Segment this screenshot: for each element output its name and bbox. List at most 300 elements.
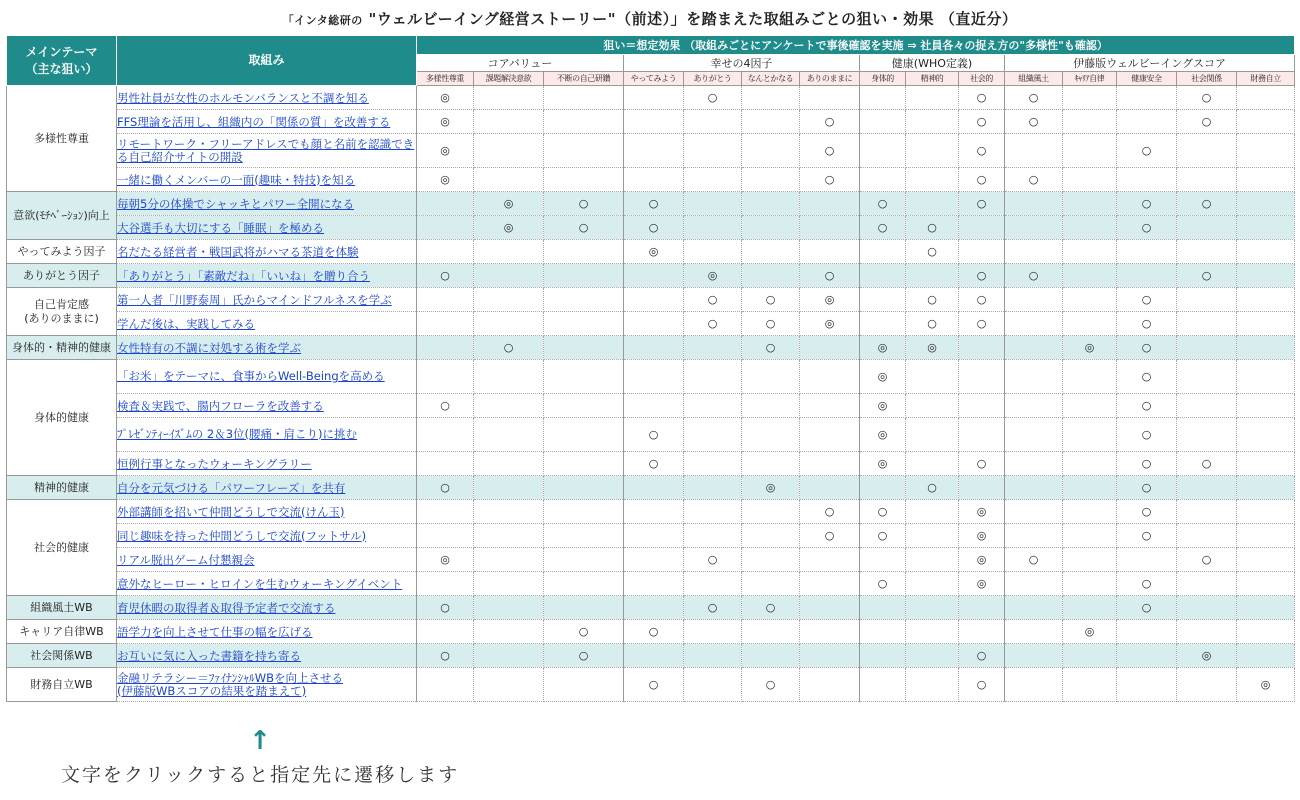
empty-mark bbox=[1005, 418, 1063, 452]
empty-mark bbox=[1237, 134, 1295, 168]
empty-mark bbox=[1237, 216, 1295, 240]
initiative-link[interactable]: 意外なヒーロー・ヒロインを生むウォーキングイベント bbox=[117, 576, 403, 591]
empty-mark bbox=[860, 288, 906, 312]
empty-mark bbox=[1063, 168, 1117, 192]
initiative-cell bbox=[117, 644, 417, 668]
theme-cell: 社会的健康 bbox=[7, 500, 117, 596]
double-circle-mark: ◎ bbox=[860, 418, 906, 452]
table-row bbox=[7, 572, 1295, 596]
circle-mark: ○ bbox=[906, 312, 959, 336]
empty-mark bbox=[1177, 216, 1237, 240]
empty-mark bbox=[1117, 110, 1177, 134]
empty-mark bbox=[624, 336, 684, 360]
empty-mark bbox=[906, 192, 959, 216]
circle-mark: ○ bbox=[1117, 418, 1177, 452]
table-row bbox=[7, 264, 1295, 288]
empty-mark bbox=[474, 620, 544, 644]
double-circle-mark: ◎ bbox=[684, 264, 742, 288]
empty-mark bbox=[624, 312, 684, 336]
empty-mark bbox=[417, 336, 474, 360]
empty-mark bbox=[684, 110, 742, 134]
column-header: 組織風土 bbox=[1005, 72, 1063, 86]
initiative-cell bbox=[117, 476, 417, 500]
initiative-link[interactable]: 一緒に働くメンバーの一面(趣味・特技)を知る bbox=[117, 172, 356, 187]
initiative-cell bbox=[117, 572, 417, 596]
empty-mark bbox=[1063, 476, 1117, 500]
circle-mark: ○ bbox=[417, 596, 474, 620]
empty-mark bbox=[742, 216, 800, 240]
double-circle-mark: ◎ bbox=[959, 548, 1005, 572]
empty-mark bbox=[1237, 500, 1295, 524]
circle-mark: ○ bbox=[544, 644, 624, 668]
empty-mark bbox=[544, 134, 624, 168]
empty-mark bbox=[742, 264, 800, 288]
empty-mark bbox=[906, 572, 959, 596]
empty-mark bbox=[906, 644, 959, 668]
circle-mark: ○ bbox=[1177, 264, 1237, 288]
initiative-link[interactable]: 第一人者「川野泰周」氏からマインドフルネスを学ぶ bbox=[117, 292, 392, 307]
empty-mark bbox=[1177, 360, 1237, 394]
circle-mark: ○ bbox=[1117, 572, 1177, 596]
empty-mark bbox=[624, 360, 684, 394]
empty-mark bbox=[1063, 452, 1117, 476]
empty-mark bbox=[800, 644, 860, 668]
empty-mark bbox=[1117, 620, 1177, 644]
empty-mark bbox=[417, 216, 474, 240]
empty-mark bbox=[1177, 572, 1237, 596]
circle-mark: ○ bbox=[800, 110, 860, 134]
circle-mark: ○ bbox=[860, 192, 906, 216]
double-circle-mark: ◎ bbox=[474, 192, 544, 216]
empty-mark bbox=[959, 360, 1005, 394]
circle-mark: ○ bbox=[624, 452, 684, 476]
initiative-link[interactable]: 育児休暇の取得者＆取得予定者で交流する bbox=[117, 600, 336, 615]
circle-mark: ○ bbox=[1005, 168, 1063, 192]
empty-mark bbox=[906, 264, 959, 288]
table-row bbox=[7, 548, 1295, 572]
circle-mark: ○ bbox=[959, 86, 1005, 110]
initiative-cell bbox=[117, 110, 417, 134]
empty-mark bbox=[684, 240, 742, 264]
initiative-link[interactable]: お互いに気に入った書籍を持ち寄る bbox=[117, 648, 301, 663]
double-circle-mark: ◎ bbox=[474, 216, 544, 240]
empty-mark bbox=[1063, 524, 1117, 548]
empty-mark bbox=[1063, 264, 1117, 288]
empty-mark bbox=[544, 360, 624, 394]
circle-mark: ○ bbox=[417, 264, 474, 288]
empty-mark bbox=[1177, 524, 1237, 548]
empty-mark bbox=[1063, 644, 1117, 668]
circle-mark: ○ bbox=[800, 168, 860, 192]
circle-mark: ○ bbox=[959, 452, 1005, 476]
empty-mark bbox=[474, 312, 544, 336]
empty-mark bbox=[1063, 134, 1117, 168]
empty-mark bbox=[1117, 168, 1177, 192]
empty-mark bbox=[684, 360, 742, 394]
initiative-link[interactable]: 自分を元気づける「パワーフレーズ」を共有 bbox=[117, 480, 346, 495]
empty-mark bbox=[742, 134, 800, 168]
initiative-link[interactable]: 「お米」をテーマに、食事からWell-Beingを高める bbox=[117, 369, 385, 383]
empty-mark bbox=[544, 288, 624, 312]
empty-mark bbox=[474, 86, 544, 110]
empty-mark bbox=[474, 572, 544, 596]
empty-mark bbox=[1063, 110, 1117, 134]
empty-mark bbox=[860, 312, 906, 336]
empty-mark bbox=[474, 168, 544, 192]
column-header: やってみよう bbox=[624, 72, 684, 86]
initiative-link[interactable]: ﾌﾟﾚｾﾞﾝﾃｨｰｲｽﾞﾑの 2＆3位(腰痛・肩こり)に挑む bbox=[117, 427, 358, 441]
empty-mark bbox=[1237, 548, 1295, 572]
circle-mark: ○ bbox=[906, 240, 959, 264]
double-circle-mark: ◎ bbox=[417, 134, 474, 168]
empty-mark bbox=[1005, 524, 1063, 548]
empty-mark bbox=[1237, 644, 1295, 668]
initiative-cell bbox=[117, 134, 417, 168]
empty-mark bbox=[1117, 644, 1177, 668]
initiative-cell bbox=[117, 192, 417, 216]
theme-cell: 多様性尊重 bbox=[7, 86, 117, 192]
empty-mark bbox=[860, 168, 906, 192]
empty-mark bbox=[684, 524, 742, 548]
double-circle-mark: ◎ bbox=[860, 394, 906, 418]
initiative-link[interactable]: 検査＆実践で、腸内フローラを改善する bbox=[117, 398, 324, 413]
circle-mark: ○ bbox=[624, 192, 684, 216]
empty-mark bbox=[906, 500, 959, 524]
empty-mark bbox=[544, 110, 624, 134]
empty-mark bbox=[474, 644, 544, 668]
initiative-link[interactable]: 毎朝5分の体操でシャッキとパワー全開になる bbox=[117, 196, 355, 211]
empty-mark bbox=[1063, 548, 1117, 572]
empty-mark bbox=[1177, 418, 1237, 452]
empty-mark bbox=[800, 240, 860, 264]
circle-mark: ○ bbox=[1117, 336, 1177, 360]
header-main-theme-label: メインテーマ bbox=[25, 44, 98, 59]
empty-mark bbox=[742, 86, 800, 110]
table-row bbox=[7, 312, 1295, 336]
initiative-cell bbox=[117, 596, 417, 620]
empty-mark bbox=[800, 418, 860, 452]
table-row bbox=[7, 596, 1295, 620]
header-main-theme-sub: （主な狙い） bbox=[25, 61, 98, 76]
empty-mark bbox=[1237, 86, 1295, 110]
empty-mark bbox=[1177, 134, 1237, 168]
circle-mark: ○ bbox=[742, 596, 800, 620]
table-row bbox=[7, 500, 1295, 524]
empty-mark bbox=[959, 216, 1005, 240]
empty-mark bbox=[1005, 476, 1063, 500]
empty-mark bbox=[959, 620, 1005, 644]
empty-mark bbox=[742, 192, 800, 216]
empty-mark bbox=[800, 452, 860, 476]
empty-mark bbox=[684, 216, 742, 240]
circle-mark: ○ bbox=[742, 336, 800, 360]
empty-mark bbox=[1177, 312, 1237, 336]
empty-mark bbox=[544, 452, 624, 476]
empty-mark bbox=[624, 288, 684, 312]
circle-mark: ○ bbox=[684, 312, 742, 336]
circle-mark: ○ bbox=[800, 524, 860, 548]
circle-mark: ○ bbox=[800, 134, 860, 168]
column-header: 身体的 bbox=[860, 72, 906, 86]
empty-mark bbox=[474, 524, 544, 548]
table-row bbox=[7, 418, 1295, 452]
empty-mark bbox=[860, 596, 906, 620]
theme-cell: 意欲(ﾓﾁﾍﾞｰｼｮﾝ)向上 bbox=[7, 192, 117, 240]
circle-mark: ○ bbox=[906, 288, 959, 312]
circle-mark: ○ bbox=[1177, 548, 1237, 572]
circle-mark: ○ bbox=[684, 596, 742, 620]
empty-mark bbox=[906, 596, 959, 620]
empty-mark bbox=[684, 192, 742, 216]
column-header: ありのままに bbox=[800, 72, 860, 86]
double-circle-mark: ◎ bbox=[860, 452, 906, 476]
empty-mark bbox=[417, 620, 474, 644]
empty-mark bbox=[800, 216, 860, 240]
empty-mark bbox=[959, 336, 1005, 360]
empty-mark bbox=[1177, 476, 1237, 500]
circle-mark: ○ bbox=[544, 192, 624, 216]
initiative-link[interactable]: 同じ趣味を持った仲間どうしで交流(フットサル) bbox=[117, 528, 367, 543]
group-health-who: 健康(WHO定義) bbox=[860, 55, 1005, 72]
initiative-link[interactable]: 女性特有の不調に対処する術を学ぶ bbox=[117, 340, 301, 355]
initiative-cell bbox=[117, 620, 417, 644]
empty-mark bbox=[906, 168, 959, 192]
empty-mark bbox=[474, 500, 544, 524]
empty-mark bbox=[544, 524, 624, 548]
empty-mark bbox=[1237, 418, 1295, 452]
circle-mark: ○ bbox=[742, 668, 800, 702]
empty-mark bbox=[1177, 668, 1237, 702]
up-arrow-icon: ↑ bbox=[249, 726, 271, 756]
empty-mark bbox=[800, 86, 860, 110]
empty-mark bbox=[1237, 572, 1295, 596]
initiative-link[interactable]: リモートワーク・フリーアドレスでも顔と名前を認識できる自己紹介サイトの開設 bbox=[117, 136, 415, 164]
initiative-cell bbox=[117, 524, 417, 548]
initiative-cell bbox=[117, 418, 417, 452]
theme-cell: ありがとう因子 bbox=[7, 264, 117, 288]
initiative-link[interactable]: 金融リテラシー＝ﾌｧｲﾅﾝｼｬﾙWBを向上させる (伊藤版WBスコアの結果を踏まえて) bbox=[117, 670, 344, 698]
empty-mark bbox=[684, 394, 742, 418]
empty-mark bbox=[1005, 452, 1063, 476]
empty-mark bbox=[860, 548, 906, 572]
empty-mark bbox=[1063, 596, 1117, 620]
empty-mark bbox=[474, 288, 544, 312]
circle-mark: ○ bbox=[544, 620, 624, 644]
empty-mark bbox=[1177, 500, 1237, 524]
column-header: 多様性尊重 bbox=[417, 72, 474, 86]
theme-cell: 社会関係WB bbox=[7, 644, 117, 668]
empty-mark bbox=[959, 240, 1005, 264]
table-row bbox=[7, 452, 1295, 476]
empty-mark bbox=[906, 548, 959, 572]
empty-mark bbox=[624, 110, 684, 134]
empty-mark bbox=[1063, 288, 1117, 312]
double-circle-mark: ◎ bbox=[860, 336, 906, 360]
circle-mark: ○ bbox=[1117, 452, 1177, 476]
empty-mark bbox=[474, 134, 544, 168]
empty-mark bbox=[417, 668, 474, 702]
empty-mark bbox=[860, 240, 906, 264]
double-circle-mark: ◎ bbox=[1063, 620, 1117, 644]
double-circle-mark: ◎ bbox=[624, 240, 684, 264]
circle-mark: ○ bbox=[624, 216, 684, 240]
table-row bbox=[7, 240, 1295, 264]
theme-cell: 精神的健康 bbox=[7, 476, 117, 500]
empty-mark bbox=[417, 288, 474, 312]
empty-mark bbox=[800, 572, 860, 596]
table-row bbox=[7, 620, 1295, 644]
theme-cell: キャリア自律WB bbox=[7, 620, 117, 644]
double-circle-mark: ◎ bbox=[959, 500, 1005, 524]
empty-mark bbox=[624, 134, 684, 168]
initiative-link[interactable]: 名だたる経営者・戦国武将がハマる茶道を体験 bbox=[117, 244, 359, 259]
double-circle-mark: ◎ bbox=[417, 168, 474, 192]
empty-mark bbox=[1117, 264, 1177, 288]
empty-mark bbox=[1237, 110, 1295, 134]
empty-mark bbox=[417, 192, 474, 216]
empty-mark bbox=[624, 476, 684, 500]
empty-mark bbox=[417, 452, 474, 476]
empty-mark bbox=[1063, 394, 1117, 418]
circle-mark: ○ bbox=[1177, 110, 1237, 134]
empty-mark bbox=[742, 524, 800, 548]
column-header: 財務自立 bbox=[1237, 72, 1295, 86]
empty-mark bbox=[1005, 620, 1063, 644]
circle-mark: ○ bbox=[1005, 264, 1063, 288]
empty-mark bbox=[742, 452, 800, 476]
empty-mark bbox=[624, 394, 684, 418]
table-row bbox=[7, 476, 1295, 500]
empty-mark bbox=[544, 312, 624, 336]
empty-mark bbox=[1177, 620, 1237, 644]
empty-mark bbox=[544, 336, 624, 360]
empty-mark bbox=[959, 418, 1005, 452]
empty-mark bbox=[684, 168, 742, 192]
initiative-link[interactable]: 外部講師を招いて仲間どうしで交流(けん玉) bbox=[117, 504, 345, 519]
initiative-link[interactable]: 「ありがとう」「素敵だね」「いいね」を贈り合う bbox=[117, 268, 370, 283]
empty-mark bbox=[1237, 336, 1295, 360]
double-circle-mark: ◎ bbox=[800, 312, 860, 336]
empty-mark bbox=[906, 360, 959, 394]
table-row bbox=[7, 394, 1295, 418]
initiative-cell bbox=[117, 264, 417, 288]
empty-mark bbox=[544, 572, 624, 596]
initiative-cell bbox=[117, 500, 417, 524]
table-row bbox=[7, 360, 1295, 394]
circle-mark: ○ bbox=[1005, 548, 1063, 572]
initiative-link[interactable]: リアル脱出ゲーム付懇親会 bbox=[117, 552, 255, 567]
empty-mark bbox=[1005, 572, 1063, 596]
empty-mark bbox=[1117, 240, 1177, 264]
circle-mark: ○ bbox=[959, 134, 1005, 168]
empty-mark bbox=[684, 134, 742, 168]
empty-mark bbox=[742, 360, 800, 394]
empty-mark bbox=[544, 500, 624, 524]
empty-mark bbox=[684, 336, 742, 360]
empty-mark bbox=[1177, 336, 1237, 360]
circle-mark: ○ bbox=[1117, 192, 1177, 216]
empty-mark bbox=[1237, 312, 1295, 336]
empty-mark bbox=[474, 394, 544, 418]
empty-mark bbox=[860, 86, 906, 110]
empty-mark bbox=[624, 524, 684, 548]
circle-mark: ○ bbox=[860, 572, 906, 596]
column-header: 精神的 bbox=[906, 72, 959, 86]
initiative-cell bbox=[117, 86, 417, 110]
initiative-link[interactable]: 男性社員が女性のホルモンバランスと不調を知る bbox=[117, 90, 369, 105]
double-circle-mark: ◎ bbox=[959, 524, 1005, 548]
empty-mark bbox=[906, 524, 959, 548]
double-circle-mark: ◎ bbox=[959, 572, 1005, 596]
circle-mark: ○ bbox=[684, 548, 742, 572]
empty-mark bbox=[1005, 360, 1063, 394]
initiative-link[interactable]: 恒例行事となったウォーキングラリー bbox=[117, 456, 312, 471]
empty-mark bbox=[684, 476, 742, 500]
empty-mark bbox=[417, 312, 474, 336]
empty-mark bbox=[800, 548, 860, 572]
empty-mark bbox=[544, 240, 624, 264]
circle-mark: ○ bbox=[1117, 596, 1177, 620]
double-circle-mark: ◎ bbox=[906, 336, 959, 360]
empty-mark bbox=[1063, 216, 1117, 240]
page-title-main: "ウェルビーイング経営ストーリー"（前述）」を踏まえた取組みごとの狙い・効果 （直近分） bbox=[368, 10, 1018, 28]
initiative-link[interactable]: 語学力を向上させて仕事の幅を広げる bbox=[117, 624, 313, 639]
circle-mark: ○ bbox=[1117, 288, 1177, 312]
circle-mark: ○ bbox=[959, 288, 1005, 312]
empty-mark bbox=[1005, 134, 1063, 168]
empty-mark bbox=[684, 452, 742, 476]
circle-mark: ○ bbox=[800, 264, 860, 288]
circle-mark: ○ bbox=[1005, 86, 1063, 110]
empty-mark bbox=[544, 596, 624, 620]
empty-mark bbox=[1117, 548, 1177, 572]
empty-mark bbox=[474, 110, 544, 134]
initiative-link[interactable]: 大谷選手も大切にする「睡眠」を極める bbox=[117, 220, 324, 235]
empty-mark bbox=[906, 110, 959, 134]
empty-mark bbox=[1177, 240, 1237, 264]
column-header: 社会関係 bbox=[1177, 72, 1237, 86]
empty-mark bbox=[474, 668, 544, 702]
table-row bbox=[7, 668, 1295, 702]
circle-mark: ○ bbox=[959, 192, 1005, 216]
double-circle-mark: ◎ bbox=[417, 548, 474, 572]
empty-mark bbox=[544, 476, 624, 500]
empty-mark bbox=[800, 596, 860, 620]
empty-mark bbox=[959, 476, 1005, 500]
header-aims: 狙い＝想定効果 （取組みごとにアンケートで事後確認を実施 ⇒ 社員各々の捉え方の"多様性"も確認） bbox=[417, 36, 1295, 55]
header-main-theme bbox=[7, 36, 117, 86]
empty-mark bbox=[860, 110, 906, 134]
circle-mark: ○ bbox=[684, 86, 742, 110]
empty-mark bbox=[1117, 668, 1177, 702]
empty-mark bbox=[1177, 394, 1237, 418]
initiative-cell bbox=[117, 336, 417, 360]
group-core-values: コアバリュー bbox=[417, 55, 624, 72]
initiative-link[interactable]: FFS理論を活用し、組織内の「関係の質」を改善する bbox=[117, 114, 391, 129]
circle-mark: ○ bbox=[474, 336, 544, 360]
circle-mark: ○ bbox=[417, 644, 474, 668]
empty-mark bbox=[474, 548, 544, 572]
circle-mark: ○ bbox=[1117, 524, 1177, 548]
initiative-cell bbox=[117, 240, 417, 264]
empty-mark bbox=[684, 418, 742, 452]
page-title-prefix: 「インタ総研の bbox=[282, 14, 363, 27]
empty-mark bbox=[1237, 452, 1295, 476]
initiative-link[interactable]: 学んだ後は、実践してみる bbox=[117, 316, 255, 331]
empty-mark bbox=[624, 644, 684, 668]
empty-mark bbox=[800, 360, 860, 394]
group-wellbeing-score: 伊藤版ウェルビーイングスコア bbox=[1005, 55, 1295, 72]
